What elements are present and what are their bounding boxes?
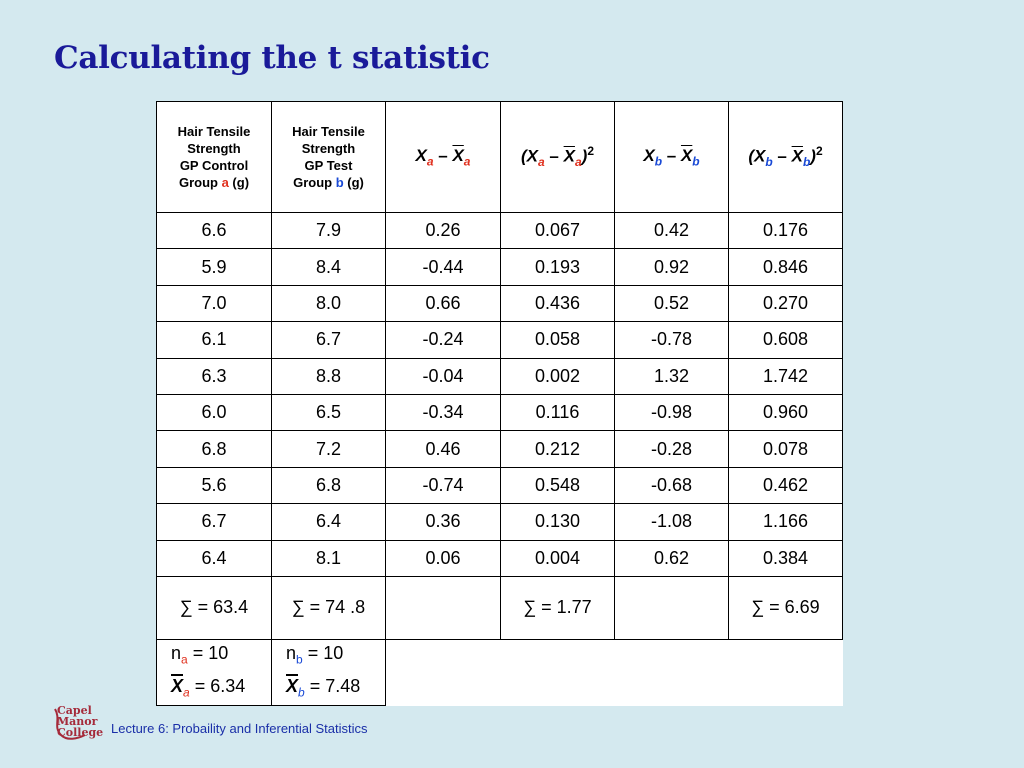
table-row [157,249,843,285]
cell-dev-b-sq: 0.078 [729,431,843,467]
cell-dev-b: 0.62 [615,540,729,576]
cell-group-a: 6.4 [157,540,272,576]
cell-dev-a-sq: 0.436 [501,285,615,321]
cell-dev-a-sq: 0.116 [501,394,615,430]
cell-dev-b: -0.98 [615,394,729,430]
cell-dev-a: -0.04 [386,358,501,394]
table-row [157,431,843,467]
table-row [157,285,843,321]
cell-dev-b: 0.92 [615,249,729,285]
header-deviation-b-squared: $(X_b - \overline{X}_b)^2$ [729,102,843,213]
stats-group-a [157,639,272,705]
cell-dev-a: -0.34 [386,394,501,430]
cell-dev-a-sq: 0.212 [501,431,615,467]
cell-group-b: 6.4 [272,504,386,540]
cell-dev-a-sq: 0.067 [501,213,615,249]
table-row [157,540,843,576]
cell-dev-b-sq: 0.462 [729,467,843,503]
table-row [157,322,843,358]
stats-row [157,639,843,705]
cell-group-a: 6.6 [157,213,272,249]
cell-dev-b-sq: 0.384 [729,540,843,576]
cell-group-b: 8.0 [272,285,386,321]
table-row [157,358,843,394]
n-a: $n_a = 10$ [171,642,229,667]
cell-dev-a-sq: 0.130 [501,504,615,540]
header-deviation-a-squared: $(X_a - \overline{X}_a)^2$ [501,102,615,213]
cell-dev-a-sq: 0.002 [501,358,615,394]
header-group-a: Hair Tensile Strength GP Control Group a (g) [157,102,272,213]
sum-group-b: ∑ = 74 .8 [272,576,386,639]
cell-group-b: 8.1 [272,540,386,576]
t-statistic-table [156,101,843,706]
cell-dev-a: -0.44 [386,249,501,285]
cell-group-a: 6.1 [157,322,272,358]
cell-group-a: 5.6 [157,467,272,503]
sum-group-a: ∑ = 63.4 [157,576,272,639]
cell-dev-b: -1.08 [615,504,729,540]
cell-dev-b: -0.28 [615,431,729,467]
mean-b: $X_b = 7.48$ [286,675,361,700]
cell-group-a: 6.0 [157,394,272,430]
sum-empty [386,576,501,639]
table-row [157,213,843,249]
stats-group-b [272,639,386,705]
cell-dev-a: -0.24 [386,322,501,358]
footer-text: Lecture 6: Probaility and Inferential Statistics [111,721,368,736]
table-row [157,504,843,540]
cell-group-b: 8.4 [272,249,386,285]
header-row [157,102,843,213]
header-group-b: Hair Tensile Strength GP Test Group b (g) [272,102,386,213]
cell-dev-b: 1.32 [615,358,729,394]
cell-dev-b: -0.68 [615,467,729,503]
sum-empty [615,576,729,639]
cell-dev-b: -0.78 [615,322,729,358]
sum-row [157,576,843,639]
cell-group-b: 7.9 [272,213,386,249]
header-deviation-a: $X_a - \overline{X}_a$ [386,102,501,213]
cell-dev-b-sq: 1.166 [729,504,843,540]
cell-group-a: 7.0 [157,285,272,321]
cell-dev-b-sq: 0.960 [729,394,843,430]
cell-group-b: 6.8 [272,467,386,503]
slide-title: Calculating the t statistic [54,40,490,76]
cell-group-a: 6.7 [157,504,272,540]
sum-dev-b-sq: ∑ = 6.69 [729,576,843,639]
cell-dev-b: 0.52 [615,285,729,321]
mean-a: $X_a = 6.34$ [171,675,246,700]
cell-dev-a: 0.36 [386,504,501,540]
cell-dev-b-sq: 0.270 [729,285,843,321]
cell-dev-a-sq: 0.548 [501,467,615,503]
table-row [157,467,843,503]
cell-dev-a: -0.74 [386,467,501,503]
cell-dev-b: 0.42 [615,213,729,249]
cell-dev-a-sq: 0.004 [501,540,615,576]
cell-dev-a: 0.66 [386,285,501,321]
cell-group-b: 6.7 [272,322,386,358]
cell-dev-b-sq: 0.846 [729,249,843,285]
table-row [157,394,843,430]
cell-dev-b-sq: 1.742 [729,358,843,394]
cell-group-b: 6.5 [272,394,386,430]
cell-group-a: 5.9 [157,249,272,285]
cell-group-a: 6.3 [157,358,272,394]
cell-dev-b-sq: 0.176 [729,213,843,249]
college-logo: Capel Manor College [51,705,109,743]
cell-group-a: 6.8 [157,431,272,467]
cell-dev-b-sq: 0.608 [729,322,843,358]
n-b: $n_b = 10$ [286,642,344,667]
cell-dev-a: 0.06 [386,540,501,576]
cell-dev-a-sq: 0.058 [501,322,615,358]
cell-group-b: 8.8 [272,358,386,394]
cell-group-b: 7.2 [272,431,386,467]
header-deviation-b: $X_b - \overline{X}_b$ [615,102,729,213]
cell-dev-a-sq: 0.193 [501,249,615,285]
cell-dev-a: 0.26 [386,213,501,249]
sum-dev-a-sq: ∑ = 1.77 [501,576,615,639]
cell-dev-a: 0.46 [386,431,501,467]
